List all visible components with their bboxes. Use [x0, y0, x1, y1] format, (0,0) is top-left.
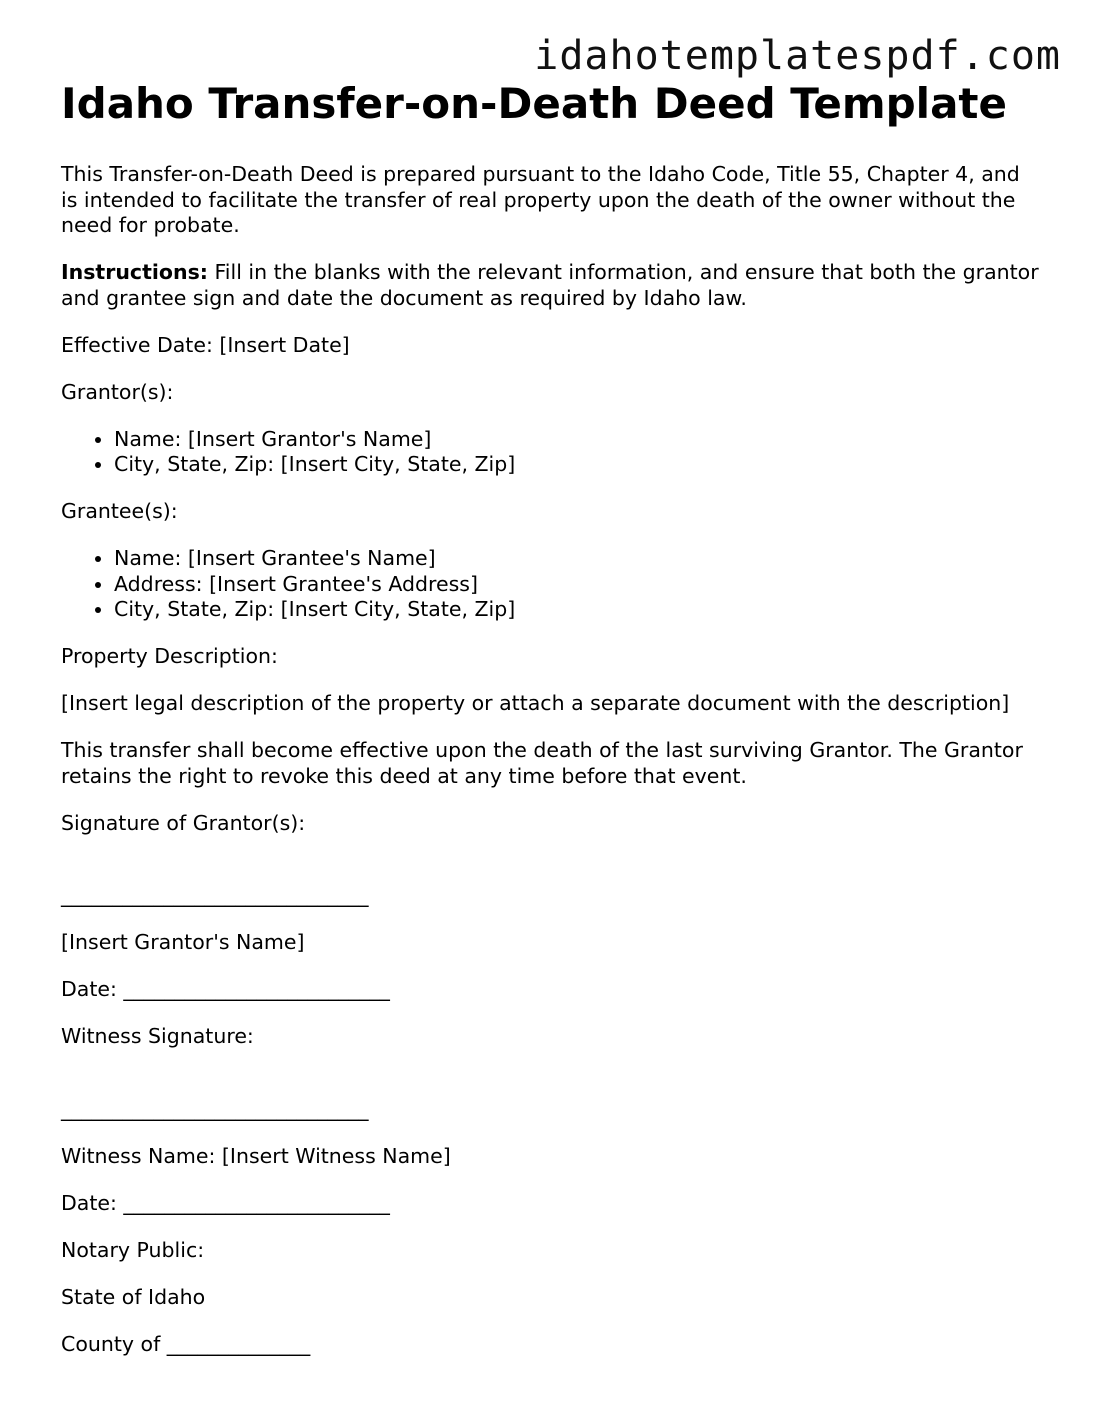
- transfer-clause: This transfer shall become effective upon the death of the last surviving Grantor. The Grantor retains the right to revoke this deed at any time before that event.: [61, 738, 1023, 788]
- grantee-heading: Grantee(s):: [61, 499, 178, 523]
- list-item: • Address: [Insert Grantee's Address]: [114, 572, 1041, 598]
- grantor-list: [61, 427, 1041, 478]
- list-item: • City, State, Zip: [Insert City, State, Zip]: [114, 452, 1041, 478]
- witness-name: Witness Name: [Insert Witness Name]: [61, 1143, 451, 1168]
- property-heading: Property Description:: [61, 644, 278, 668]
- grantor-heading: Grantor(s):: [61, 379, 174, 404]
- document-body: [61, 78, 1041, 1379]
- notary-county: County of ______________: [61, 1331, 311, 1356]
- list-item: • Name: [Insert Grantor's Name]: [114, 427, 1041, 453]
- instructions-text: Fill in the blanks with the relevant information, and ensure that both the grantor and grantee sign and date the document as required by Idaho law.: [61, 260, 1039, 310]
- list-item: • Name: [Insert Grantee's Name]: [114, 546, 1041, 572]
- notary-state: State of Idaho: [61, 1284, 206, 1309]
- site-watermark: idahotemplatespdf.com: [534, 33, 1061, 79]
- grantor-date-line: Date: __________________________: [61, 977, 390, 1001]
- list-item: • City, State, Zip: [Insert City, State, Zip]: [114, 597, 1041, 623]
- intro-paragraph: This Transfer-on-Death Deed is prepared pursuant to the Idaho Code, Title 55, Chapter 4, and is intended to facilitate the transfer of real property upon the death of the owner without the need for probate.: [61, 162, 1020, 237]
- grantor-signature-line: ______________________________: [61, 883, 369, 907]
- property-description: [Insert legal description of the property or attach a separate document with the description]: [61, 691, 1010, 715]
- notary-heading: Notary Public:: [61, 1237, 205, 1262]
- grantee-list: [61, 546, 1041, 623]
- grantor-name: [Insert Grantor's Name]: [61, 930, 305, 954]
- page-title: Idaho Transfer-on-Death Deed Template: [61, 79, 1007, 128]
- witness-date-line: Date: __________________________: [61, 1190, 390, 1215]
- witness-signature-heading: Witness Signature:: [61, 1024, 254, 1048]
- effective-date: Effective Date: [Insert Date]: [61, 332, 350, 357]
- witness-signature-line: ______________________________: [61, 1096, 369, 1121]
- instructions-paragraph: [61, 260, 1041, 311]
- instructions-label: Instructions:: [61, 260, 208, 284]
- grantor-signature-heading: Signature of Grantor(s):: [61, 810, 306, 835]
